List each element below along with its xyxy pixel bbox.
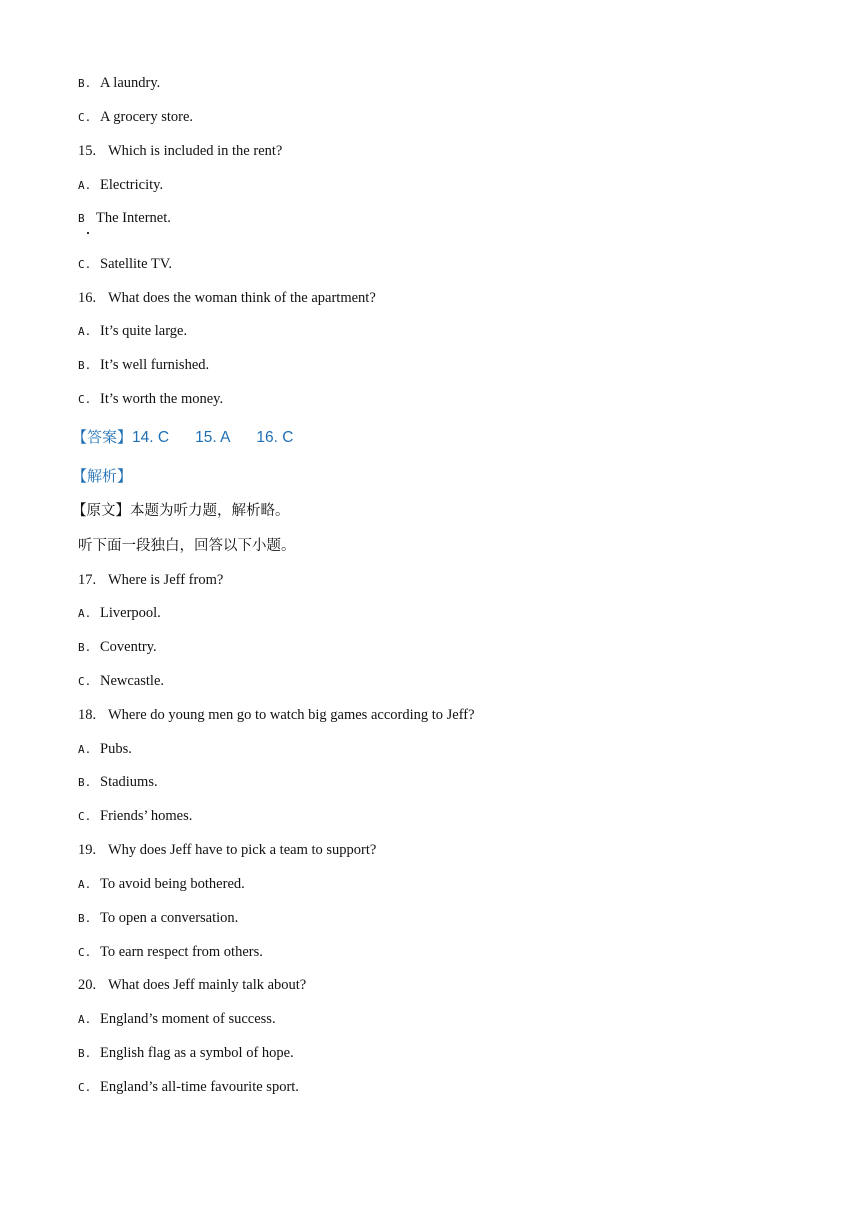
- q20-option-c: [78, 1078, 299, 1097]
- q14-option-c: [78, 108, 193, 127]
- option-text: To earn respect from others.: [100, 944, 263, 960]
- option-text: Stadiums.: [100, 774, 158, 790]
- q16-option-c: [78, 390, 223, 409]
- question-number: 15.: [78, 143, 97, 159]
- q19-option-b: [78, 909, 238, 928]
- question-15: [78, 142, 282, 160]
- q19-option-a: [78, 875, 245, 894]
- original-text: 本题为听力题，解析略。: [130, 503, 290, 519]
- q18-option-a: [78, 740, 132, 759]
- answer-15: 15. A: [195, 429, 231, 446]
- q16-option-b: [78, 356, 209, 375]
- option-letter: B.: [78, 912, 92, 925]
- option-text: Newcastle.: [100, 673, 165, 689]
- q17-option-c: [78, 672, 164, 691]
- q14-option-b: [78, 74, 160, 93]
- option-letter: C.: [78, 946, 92, 959]
- option-letter: C.: [78, 1081, 92, 1094]
- question-20: [78, 976, 306, 994]
- answer-line: [72, 428, 319, 447]
- question-16: [78, 289, 376, 307]
- option-text: Satellite TV.: [100, 256, 172, 272]
- option-letter: A.: [78, 179, 92, 192]
- option-letter: A.: [78, 1013, 92, 1026]
- option-text: It’s quite large.: [100, 323, 188, 339]
- question-18: [78, 706, 475, 724]
- option-letter: B: [78, 212, 85, 225]
- option-text: It’s worth the money.: [100, 391, 224, 407]
- q16-option-a: [78, 322, 187, 341]
- option-letter: B.: [78, 77, 92, 90]
- option-text: Liverpool.: [100, 605, 161, 621]
- option-letter: C.: [78, 675, 92, 688]
- option-text: To open a conversation.: [100, 910, 239, 926]
- q17-option-a: [78, 604, 161, 623]
- option-letter: B.: [78, 641, 92, 654]
- option-text: Friends’ homes.: [100, 808, 193, 824]
- answer-label: 【答案】: [72, 428, 133, 446]
- option-letter: A.: [78, 607, 92, 620]
- question-text: Where is Jeff from?: [108, 572, 224, 588]
- question-number: 19.: [78, 842, 97, 858]
- option-letter: B.: [78, 1047, 92, 1060]
- option-letter: A.: [78, 743, 92, 756]
- question-19: [78, 841, 376, 859]
- option-letter: B.: [78, 359, 92, 372]
- q15-option-a: [78, 176, 163, 195]
- question-number: 20.: [78, 977, 97, 993]
- option-text: The Internet.: [96, 210, 171, 226]
- analysis-line: [72, 467, 132, 486]
- option-text: England’s all-time favourite sport.: [100, 1079, 299, 1095]
- question-number: 16.: [78, 290, 97, 306]
- stray-dot: [87, 232, 89, 234]
- answer-14: 14. C: [132, 429, 170, 446]
- option-letter: C.: [78, 258, 92, 271]
- question-text: Where do young men go to watch big games according to Jeff?: [108, 707, 475, 723]
- question-text: What does Jeff mainly talk about?: [108, 977, 307, 993]
- option-letter: B.: [78, 776, 92, 789]
- option-text: It’s well furnished.: [100, 357, 210, 373]
- option-letter: C.: [78, 393, 92, 406]
- question-17: [78, 571, 223, 589]
- option-text: A laundry.: [100, 75, 161, 91]
- original-label: 【原文】: [72, 503, 130, 519]
- q19-option-c: [78, 943, 263, 962]
- q15-option-c: [78, 255, 172, 274]
- q18-option-b: [78, 773, 158, 792]
- option-text: England’s moment of success.: [100, 1011, 276, 1027]
- answer-16: 16. C: [256, 429, 294, 446]
- q15-option-b: [78, 209, 171, 228]
- question-text: Which is included in the rent?: [108, 143, 283, 159]
- option-text: Coventry.: [100, 639, 157, 655]
- q18-option-c: [78, 807, 192, 826]
- question-number: 18.: [78, 707, 97, 723]
- option-text: English flag as a symbol of hope.: [100, 1045, 294, 1061]
- option-letter: C.: [78, 111, 92, 124]
- q20-option-a: [78, 1010, 276, 1029]
- option-letter: C.: [78, 810, 92, 823]
- option-text: A grocery store.: [100, 109, 194, 125]
- analysis-label: 【解析】: [72, 467, 133, 485]
- option-text: Electricity.: [100, 177, 164, 193]
- original-text-line: [72, 502, 290, 520]
- q20-option-b: [78, 1044, 294, 1063]
- option-letter: A.: [78, 878, 92, 891]
- question-number: 17.: [78, 572, 97, 588]
- option-text: To avoid being bothered.: [100, 876, 245, 892]
- q17-option-b: [78, 638, 157, 657]
- instruction-line: 听下面一段独白，回答以下小题。: [78, 538, 296, 554]
- option-text: Pubs.: [100, 741, 132, 757]
- answer-values: [132, 429, 319, 446]
- option-letter: A.: [78, 325, 92, 338]
- question-text: Why does Jeff have to pick a team to support?: [108, 842, 377, 858]
- question-text: What does the woman think of the apartment?: [108, 290, 376, 306]
